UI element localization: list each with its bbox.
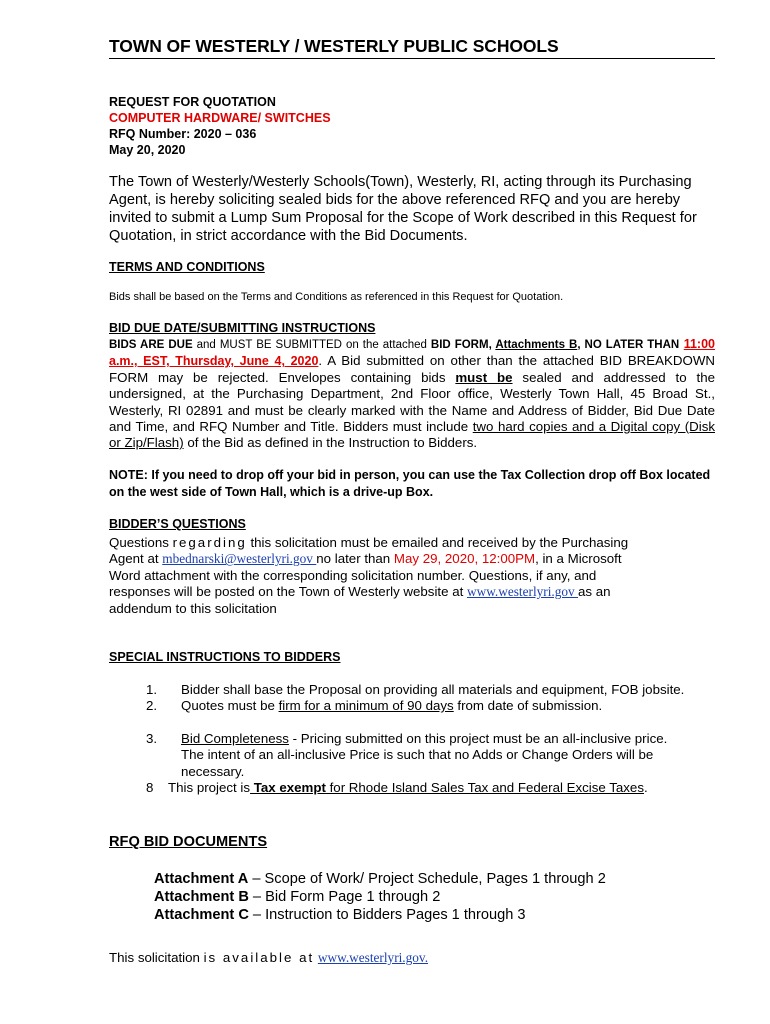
attachment-c: Attachment C – Instruction to Bidders Pages 1 through 3 <box>154 907 526 923</box>
terms-heading: TERMS AND CONDITIONS <box>109 260 265 274</box>
page-title: TOWN OF WESTERLY / WESTERLY PUBLIC SCHOOLS <box>109 36 715 59</box>
dropoff-note: NOTE: If you need to drop off your bid in person, you can use the Tax Collection drop off Box located on the west side of Town Hall, which is a drive-up Box. <box>109 468 711 499</box>
list-item: Bid Completeness - Pricing submitted on this project must be an all-inclusive price. The intent of an all-inclusive Price is such that no Adds or Change Orders will be necessary. <box>181 731 668 779</box>
terms-text: Bids shall be based on the Terms and Conditions as referenced in this Request for Quotation. <box>109 291 564 303</box>
footer-website-link[interactable]: www.westerlyri.gov. <box>317 950 429 965</box>
rfq-docs-heading: RFQ BID DOCUMENTS <box>109 834 268 850</box>
rfq-type: REQUEST FOR QUOTATION <box>109 95 276 109</box>
rfq-number: RFQ Number: 2020 – 036 <box>109 127 257 141</box>
rfq-header <box>109 94 331 158</box>
questions-deadline: May 29, 2020, 12:00PM <box>393 551 536 567</box>
bid-deadline: 11:00 a.m., EST, Thursday, June 4, 2020 <box>109 337 715 369</box>
item-number: 3. <box>146 731 158 746</box>
attachment-a: Attachment A – Scope of Work/ Project Schedule, Pages 1 through 2 <box>154 871 606 887</box>
list-item: Quotes must be firm for a minimum of 90 days from date of submission. <box>181 698 603 713</box>
attachment-b: Attachment B – Bid Form Page 1 through 2 <box>154 889 441 905</box>
item-number: 1. <box>146 682 158 697</box>
bid-due-heading: BID DUE DATE/SUBMITTING INSTRUCTIONS <box>109 321 376 335</box>
item-number: 2. <box>146 698 158 713</box>
footer-availability: This solicitation is available at www.westerlyri.gov. <box>109 950 429 965</box>
questions-heading: BIDDER’S QUESTIONS <box>109 517 246 531</box>
list-item: Bidder shall base the Proposal on providing all materials and equipment, FOB jobsite. <box>181 682 685 697</box>
rfq-subject: COMPUTER HARDWARE/ SWITCHES <box>109 111 331 125</box>
item-number: 8 <box>146 780 154 795</box>
rfq-date: May 20, 2020 <box>109 143 186 157</box>
bid-due-paragraph: BIDS ARE DUE and MUST BE SUBMITTED on the attached BID FORM, Attachments B, NO LATER THAN 11:00 a.m., EST, Thursday, June 4, 2020. A Bid submitted on other than the attached BID BREAKDOWN FORM may be rejected. Envelopes containing bids must be sealed and addressed to the undersigned, at the Purchasing Department, 2nd Floor office, Westerly Town Hall, 45 Broad St., Westerly, RI 02891 and must be clearly marked with the Name and Address of Bidder, Bid Due Date and Time, and RFQ Number and Title. Bidders must include two hard copies and a Digital copy (Disk or Zip/Flash) of the Bid as defined in the Instruction to Bidders. <box>109 337 715 451</box>
special-heading: SPECIAL INSTRUCTIONS TO BIDDERS <box>109 650 341 664</box>
intro-paragraph: The Town of Westerly/Westerly Schools(Town), Westerly, RI, acting through its Purchasing Agent, is hereby soliciting sealed bids for the above referenced RFQ and you are hereby invited to submit a Lump Sum Proposal for the Scope of Work described in this Request for Quotation, in strict accordance with the Bid Documents. <box>109 174 697 244</box>
list-item: This project is Tax exempt for Rhode Island Sales Tax and Federal Excise Taxes. <box>168 780 648 795</box>
website-link[interactable]: www.westerlyri.gov <box>466 584 579 600</box>
email-link[interactable]: mbednarski@westerlyri.gov <box>162 551 317 567</box>
questions-paragraph: Questions regarding this solicitation must be emailed and received by the Purchasing Agent at mbednarski@westerlyri.gov no later than May 29, 2020, 12:00PM, in a Microsoft Word attachment with the corresponding solicitation number. Questions, if any, and responses will be posted on the Town of Westerly website at www.westerlyri.gov as an addendum to this solicitation <box>109 535 629 616</box>
